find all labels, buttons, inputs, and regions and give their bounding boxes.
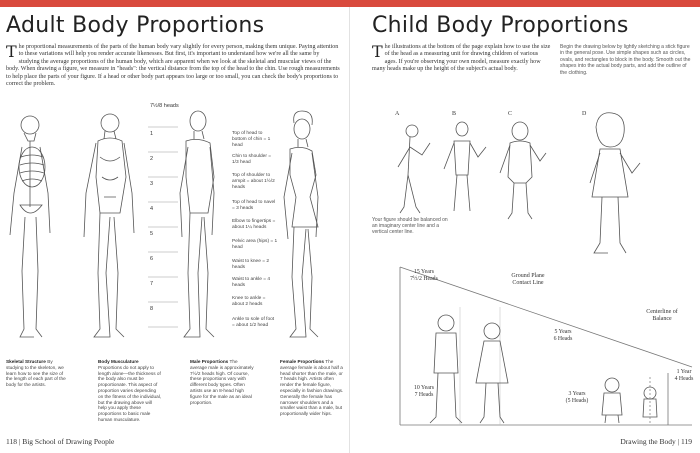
- proportion-note: Ankle to sole of foot = about 1/2 head: [232, 317, 275, 328]
- page-footer: 118 | Big School of Drawing People: [6, 437, 115, 446]
- male-figure: [180, 111, 214, 337]
- scale-number: 4: [150, 206, 154, 212]
- age-label-3: [560, 391, 594, 405]
- scale-number: 7: [150, 281, 154, 287]
- caption-text: By studying to the skeleton, we learn how to see the size of the length of each part of the body for the artists.: [6, 359, 66, 388]
- caption-title: Male Proportions: [190, 359, 229, 364]
- step-a-stick-figure: [398, 125, 430, 213]
- intro-text: he illustrations at the bottom of the page explain how to use the size of the head as a measuring unit for drawing children of various ages. If you're observing your own model, measure exactly how many heads make up the height of the subject's actual body.: [372, 44, 551, 73]
- scale-heading: 7½/8 heads: [150, 103, 179, 109]
- scale-number: 1: [150, 131, 154, 137]
- scale-number: 8: [150, 306, 154, 312]
- intro-text: he proportional measurements of the parts of the human body vary slightly for every person, making them unique. Paying attention to these variations will help you render accurate likenesses. But first, it's important to understand how we're all the same by studying the average proportions of the human body, which are apparent when we look at the skeletal and muscular views of the body. When drawing a figure, we measure in "heads": the vertical distance from the top of the head to the chin. Use rough measurements to help place the parts of your figure. If a head or other body part appears too large or too small, you can check the body's proportions to correct the problem.: [6, 44, 340, 88]
- caption-skeletal: [6, 359, 70, 388]
- age-label-1: [670, 369, 698, 383]
- page-title: Adult Body Proportions: [6, 13, 265, 38]
- age-heads: (5 Heads): [565, 398, 589, 404]
- proportion-note: Elbow to fingertips = about 1¼ heads: [232, 219, 276, 230]
- caption-text: The average female is about half a head shorter than the male, or 7 heads high. Artists often render the female figure, especially in fashion drawings. Generally the female has narrower shoulders and a smaller waist than a male, but proportionally wider hips.: [280, 359, 344, 417]
- page-title: Child Body Proportions: [372, 13, 629, 38]
- muscle-figure: [84, 114, 134, 337]
- proportion-note: Pelvic area (hips) = 1 head: [232, 239, 278, 250]
- centerline-label: Centerline of Balance: [646, 309, 678, 322]
- age-years: 10 Years: [414, 385, 434, 391]
- proportion-note: Top of head to navel = 3 heads: [232, 200, 276, 211]
- drop-cap: T: [372, 42, 383, 61]
- ground-plane-label: Ground Plane Contact Line: [511, 273, 545, 286]
- top-accent-bar: [0, 0, 700, 7]
- age-label-10: [404, 385, 444, 399]
- proportion-note: Waist to ankle = 4 heads: [232, 277, 271, 288]
- caption-text: The average male is approximately 7½/2 heads high. Of course, these proportions vary with different body types. Often artists use an 8-head high figure for the male as an ideal proportion.: [190, 359, 254, 405]
- age-comparison-diagram: [400, 267, 692, 425]
- scale-number: 2: [150, 156, 154, 162]
- proportion-note: Waist to knee = 2 heads: [232, 259, 270, 270]
- age-label-5: [546, 329, 580, 343]
- age-heads: 7½/2 Heads: [410, 276, 438, 282]
- age-years: 5 Years: [554, 329, 572, 335]
- age-years: 3 Years: [568, 391, 586, 397]
- drawing-instructions: Begin the drawing below by lightly sketching a stick figure in the general pose. Use simple shapes such as circles, ovals, and rectangles to block in the body. Smooth out the shapes into the actual body parts, and add the outline of the clothing.: [560, 44, 691, 76]
- caption-title: Body Musculature: [98, 359, 139, 364]
- step-d-finished-figure: [590, 113, 640, 253]
- proportion-note: Chin to shoulder = 1/3 head: [232, 154, 272, 165]
- caption-male: [190, 359, 254, 405]
- age-heads: 6 Heads: [553, 336, 573, 342]
- caption-title: Female Proportions: [280, 359, 325, 364]
- female-figure: [284, 111, 318, 337]
- caption-musculature: [98, 359, 162, 423]
- age-years: 1 Year: [676, 369, 692, 375]
- scale-number: 6: [150, 256, 154, 262]
- step-label-b: B: [452, 111, 457, 117]
- proportion-note: Top of head to bottom of chin = 1 head: [232, 131, 271, 148]
- age-heads: 4 Heads: [674, 376, 694, 382]
- caption-text: Proportions do not apply to length alone—the thickness of the body also must be proportionate. This aspect of proportion varies depending on the fitness of the individual, but the drawing above will help you apply these proportions to basic male human musculature.: [98, 364, 162, 422]
- proportion-note: Top of shoulder to armpit = about 1½/2 heads: [232, 173, 275, 190]
- step-label-c: C: [508, 111, 513, 117]
- page-footer: Drawing the Body | 119: [620, 437, 692, 446]
- step-label-a: A: [395, 111, 400, 117]
- age-label-15: [404, 269, 444, 283]
- age-years: 15 Years: [414, 269, 434, 275]
- skeleton-figure: [10, 116, 50, 337]
- step-label-d: D: [582, 111, 587, 117]
- right-page: [350, 7, 700, 453]
- stick-figure-caption: Your figure should be balanced on an imaginary center line and a vertical center line.: [372, 217, 448, 235]
- step-c-refined-figure: [500, 122, 546, 219]
- left-page: [0, 7, 350, 453]
- proportion-note: Knee to ankle = about 2 heads: [232, 296, 266, 307]
- step-b-shape-figure: [444, 122, 486, 211]
- scale-number: 5: [150, 231, 154, 237]
- caption-title: Skeletal Structure: [6, 359, 46, 364]
- caption-female: [280, 359, 344, 417]
- scale-number: 3: [150, 181, 154, 187]
- drop-cap: T: [6, 42, 17, 61]
- age-heads: 7 Heads: [414, 392, 434, 398]
